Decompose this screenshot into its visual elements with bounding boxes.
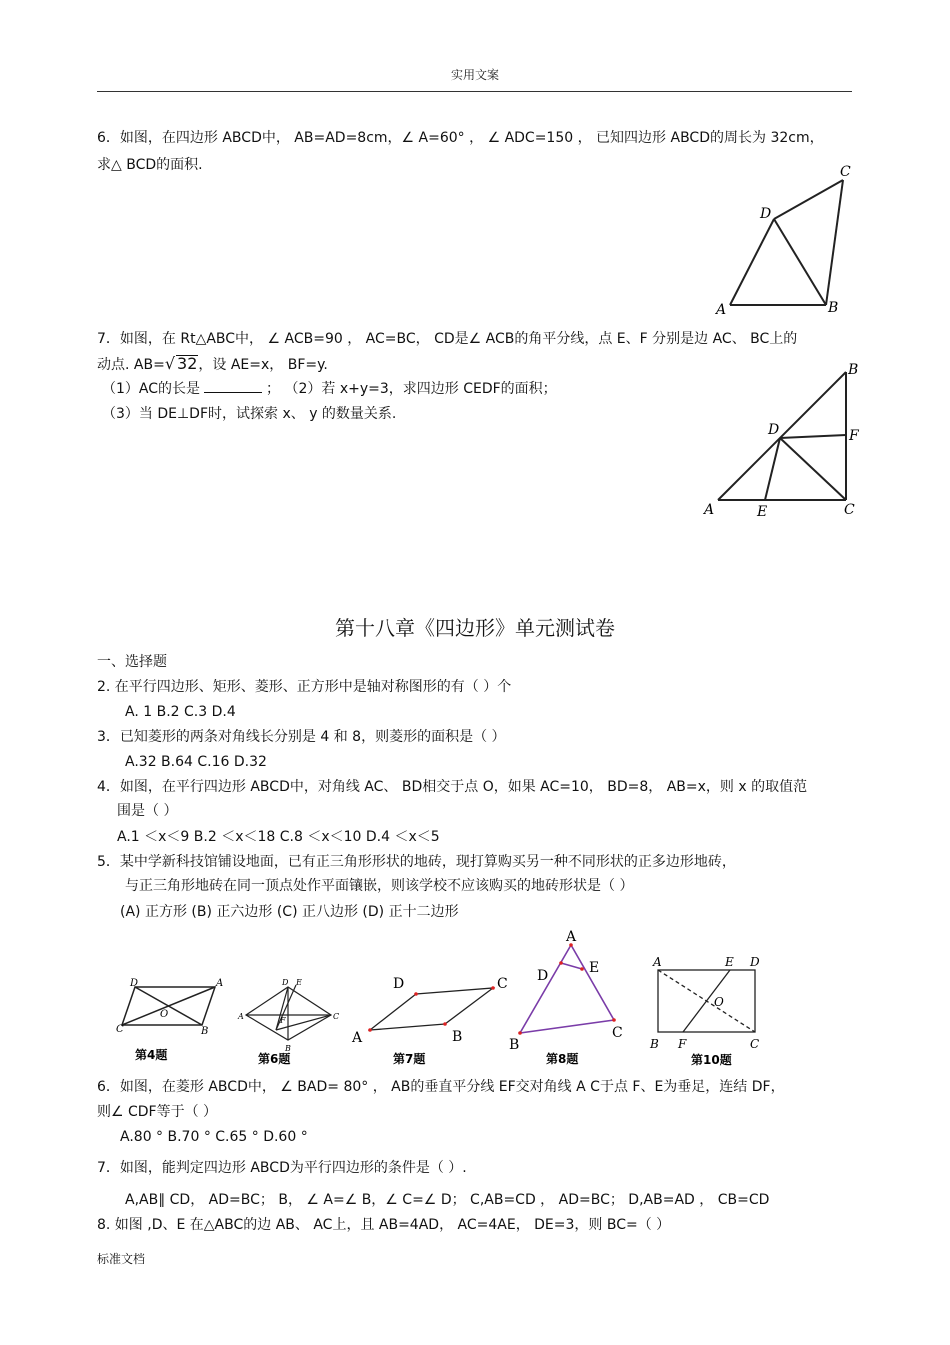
figure-7: [348, 968, 518, 1068]
p5-stem: 5．某中学新科技馆铺设地面，已有正三角形形状的地砖，现打算购买另一种不同形状的正多边形地砖，: [97, 854, 736, 870]
header-rule: [97, 91, 852, 92]
fig-q6-label: B: [828, 300, 839, 316]
fig8-label: A: [566, 929, 577, 945]
q7-line4: （3）当 DE⊥DF时，试探索 x、 y 的数量关系.: [102, 406, 397, 422]
fig10-caption: 第10题: [691, 1053, 732, 1067]
fig4-label: B: [201, 1026, 209, 1037]
fig7-label: B: [452, 1029, 463, 1045]
fig6-label: E: [296, 978, 302, 987]
p2-stem: 2. 在平行四边形、矩形、菱形、正方形中是轴对称图形的有（ ）个: [97, 679, 512, 695]
fig4-label: C: [116, 1024, 124, 1035]
fig6-label: F: [280, 1016, 286, 1025]
fig8-caption: 第8题: [546, 1052, 579, 1066]
fig10-label: B: [650, 1037, 659, 1051]
fig8-label: B: [509, 1037, 520, 1053]
section-heading: 一、选择题: [97, 654, 167, 670]
p5-options: (A) 正方形 (B) 正六边形 (C) 正八边形 (D) 正十二边形: [120, 904, 459, 920]
fig6-label: C: [333, 1012, 340, 1021]
fig10-label: E: [725, 955, 734, 969]
fig10-label: C: [750, 1037, 760, 1051]
fig6-caption: 第6题: [258, 1052, 291, 1066]
fig10-label: O: [714, 995, 724, 1009]
p4-stem2: 围是（ ）: [117, 803, 178, 819]
fig-q7-label: F: [849, 428, 859, 444]
p7-options: A,AB∥ CD， AD=BC； B， ∠ A=∠ B，∠ C=∠ D； C,AB=CD ， AD=BC； D,AB=AD ， CB=CD: [125, 1192, 770, 1208]
p4-stem: 4．如图，在平行四边形 ABCD中，对角线 AC、 BD相交于点 O，如果 AC=10， BD=8， AB=x，则 x 的取值范: [97, 779, 808, 795]
fig4-label: A: [216, 978, 224, 989]
q7-line2: 动点. AB=√ 32，设 AE=x， BF=y.: [97, 354, 328, 373]
p7-stem: 7．如图，能判定四边形 ABCD为平行四边形的条件是（ ）.: [97, 1160, 467, 1176]
figure-q6: [700, 160, 860, 320]
figure-4: [110, 975, 230, 1065]
fig-q7-label: E: [757, 504, 768, 520]
p6-options: A.80 ° B.70 ° C.65 ° D.60 °: [120, 1129, 308, 1145]
fig6-label: B: [285, 1044, 291, 1053]
fig10-label: F: [678, 1037, 687, 1051]
q6-line1: 6．如图，在四边形 ABCD中， AB=AD=8cm，∠ A=60° ， ∠ ADC=150 ， 已知四边形 ABCD的周长为 32cm，: [97, 130, 824, 146]
fig10-label: D: [750, 955, 760, 969]
q7-line3: [102, 378, 557, 399]
fig-q7-label: D: [768, 422, 780, 438]
p5-stem2: 与正三角形地砖在同一顶点处作平面镶嵌，则该学校不应该购买的地砖形状是（ ）: [125, 878, 634, 894]
fig6-label: D: [282, 978, 289, 987]
q7-line2-post: ，设 AE=x， BF=y.: [198, 357, 328, 373]
p2-options: A. 1 B.2 C.3 D.4: [125, 704, 236, 720]
fig8-label: D: [537, 968, 549, 984]
q7-part2: ； （2）若 x+y=3，求四边形 CEDF的面积；: [266, 381, 557, 397]
figure-q7: [700, 360, 870, 525]
answer-blank[interactable]: [204, 378, 262, 393]
p3-stem: 3．已知菱形的两条对角线长分别是 4 和 8，则菱形的面积是（ ）: [97, 729, 506, 745]
fig8-label: C: [612, 1025, 623, 1041]
fig7-label: C: [497, 976, 508, 992]
fig7-caption: 第7题: [393, 1052, 426, 1066]
fig-q6-label: A: [716, 302, 727, 318]
fig8-label: E: [589, 960, 600, 976]
fig4-caption: 第4题: [135, 1048, 168, 1062]
page-header: 实用文案: [450, 68, 499, 82]
p4-options: A.1 ＜x＜9 B.2 ＜x＜18 C.8 ＜x＜10 D.4 ＜x＜5: [117, 829, 440, 845]
figure-6: [236, 975, 346, 1070]
figure-8: [505, 925, 635, 1070]
p6-stem2: 则∠ CDF等于（ ）: [97, 1104, 218, 1120]
figure-10: [645, 950, 775, 1068]
fig7-label: D: [393, 976, 405, 992]
p3-options: A.32 B.64 C.16 D.32: [125, 754, 267, 770]
fig-q7-label: B: [848, 362, 859, 378]
fig-q7-label: C: [844, 502, 855, 518]
page-title: 第十八章《四边形》单元测试卷: [335, 616, 615, 640]
q7-line2-pre: 动点. AB=: [97, 357, 165, 373]
page-footer: 标准文档: [97, 1252, 146, 1266]
fig6-label: A: [238, 1012, 244, 1021]
q6-line2: 求△ BCD的面积.: [97, 157, 203, 173]
fig4-label: D: [130, 978, 139, 989]
q7-line1: 7．如图，在 Rt△ABC中， ∠ ACB=90 ， AC=BC， CD是∠ ACB的角平分线，点 E、F 分别是边 AC、 BC上的: [97, 331, 798, 347]
p8-stem: 8. 如图 ,D、E 在△ABC的边 AB、 AC上，且 AB=4AD， AC=4AE， DE=3，则 BC=（ ）: [97, 1217, 671, 1233]
fig7-label: A: [352, 1030, 363, 1046]
fig-q6-label: C: [840, 164, 851, 180]
fig4-label: O: [160, 1009, 169, 1020]
q7-part1: （1）AC的长是: [102, 381, 201, 397]
sqrt-value: 32: [177, 354, 198, 373]
fig10-label: A: [653, 955, 662, 969]
fig-q6-label: D: [760, 206, 772, 222]
fig-q7-label: A: [704, 502, 715, 518]
p6-stem: 6．如图，在菱形 ABCD中， ∠ BAD= 80° ， AB的垂直平分线 EF交对角线 A C于点 F、E为垂足，连结 DF，: [97, 1079, 785, 1095]
